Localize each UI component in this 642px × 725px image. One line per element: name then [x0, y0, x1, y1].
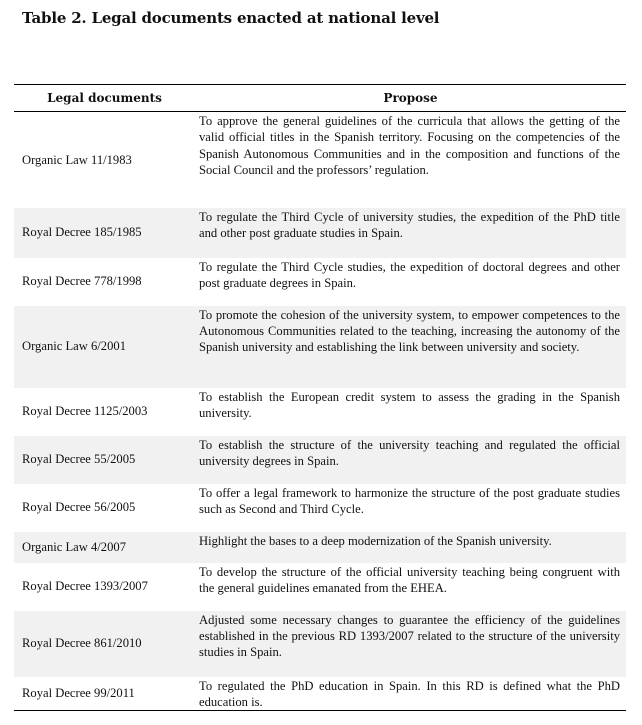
table-row: [14, 611, 626, 677]
purpose-cell: Adjusted some necessary changes to guarantee the efficiency of the guidelines established in the previous RD 1393/2007 related to the structure of the university studies in Spain.: [195, 611, 626, 677]
purpose-cell: To develop the structure of the official university teaching being congruent with the general guidelines emanated from the EHEA.: [199, 564, 620, 595]
table-header-row: [14, 85, 626, 112]
purpose-cell: To regulate the Third Cycle studies, the expedition of doctoral degrees and other post graduate degrees in Spain.: [199, 259, 620, 290]
purpose-cell: To establish the European credit system to assess the grading in the Spanish university.: [199, 389, 620, 420]
table-row: [14, 677, 626, 711]
document-cell: Organic Law 4/2007: [14, 532, 195, 563]
table-row: [14, 258, 626, 306]
purpose-cell: Highlight the bases to a deep modernization of the Spanish university.: [195, 532, 626, 563]
header-legal-documents: Legal documents: [14, 85, 195, 112]
purpose-cell: To approve the general guidelines of the curricula that allows the getting of the valid official titles in the Spanish territory. Focusing on the competencies of the Spanish Autonomous Communities and in the composition and functions of the Social Council and the professors’ regulation.: [199, 114, 620, 178]
legal-documents-table: [14, 84, 626, 711]
table-row: [14, 388, 626, 436]
document-cell: Royal Decree 56/2005: [22, 500, 136, 515]
document-cell: Organic Law 11/1983: [22, 152, 132, 167]
document-cell: Royal Decree 1125/2003: [22, 404, 148, 419]
document-cell: Royal Decree 185/1985: [14, 208, 195, 258]
table-row: [14, 484, 626, 532]
purpose-cell: To offer a legal framework to harmonize the structure of the post graduate studies such as Second and Third Cycle.: [199, 485, 620, 516]
table-row: [14, 208, 626, 258]
document-cell: Royal Decree 55/2005: [14, 436, 195, 484]
table-row: [14, 436, 626, 484]
document-cell: Royal Decree 1393/2007: [22, 579, 148, 594]
document-cell: Royal Decree 99/2011: [14, 677, 195, 711]
header-propose: Propose: [195, 85, 626, 112]
table-row: [14, 112, 626, 208]
table-row: [14, 532, 626, 563]
purpose-cell: To regulate the Third Cycle of university studies, the expedition of the PhD title and other post graduate studies in Spain.: [195, 208, 626, 258]
purpose-cell: To promote the cohesion of the university system, to empower competences to the Autonomous Communities related to the teaching, increasing the autonomy of the Spanish university and establishing the link between university and society.: [195, 306, 626, 388]
purpose-cell: To establish the structure of the university teaching and regulated the official university degrees in Spain.: [195, 436, 626, 484]
table-row: [14, 306, 626, 388]
table-row: [14, 563, 626, 611]
document-cell: Royal Decree 778/1998: [22, 274, 142, 289]
document-cell: Organic Law 6/2001: [14, 306, 195, 388]
table-title: Table 2. Legal documents enacted at national level: [22, 9, 440, 27]
document-cell: Royal Decree 861/2010: [14, 611, 195, 677]
purpose-cell: To regulated the PhD education in Spain. In this RD is defined what the PhD education is.: [195, 677, 626, 711]
